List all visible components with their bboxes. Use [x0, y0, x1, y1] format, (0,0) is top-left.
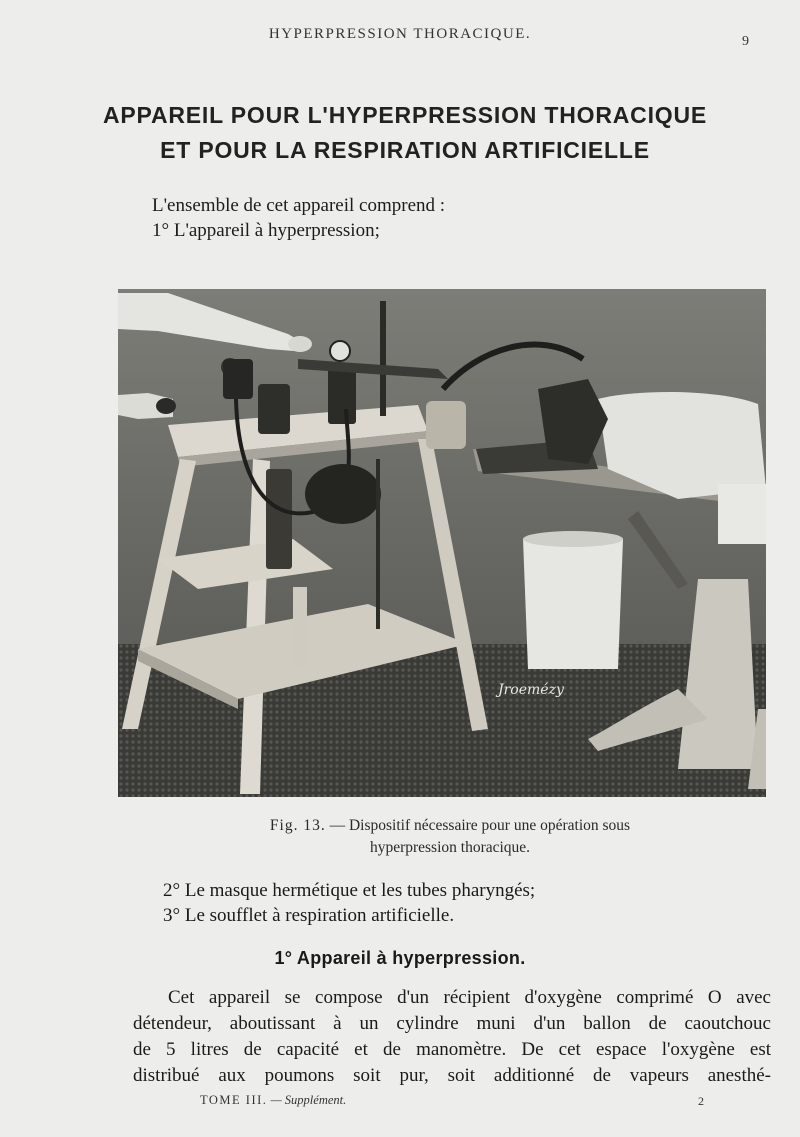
- footer-tome: TOME III.: [200, 1093, 268, 1107]
- photographer-signature: Jroemézy: [498, 682, 564, 698]
- main-title: [60, 98, 750, 168]
- body-line-2: détendeur, aboutissant à un cylindre muni d'un ballon de caoutchouc: [133, 1013, 771, 1034]
- page-number: 9: [742, 34, 749, 49]
- main-title-line-1: APPAREIL POUR L'HYPERPRESSION THORACIQUE: [102, 102, 708, 128]
- intro-line-1: L'ensemble de cet appareil comprend :: [152, 195, 446, 216]
- list-item-2: 2° Le masque hermétique et les tubes pharyngés;: [163, 880, 536, 901]
- body-line-4: distribué aux poumons soit pur, soit additionné de vapeurs anesthé-: [133, 1065, 771, 1086]
- intro-line-2: 1° L'appareil à hyperpression;: [152, 220, 380, 241]
- figure-caption-line-2: hyperpression thoracique.: [369, 839, 531, 856]
- figure-caption-line-1: [170, 817, 730, 835]
- main-title-line-2: ET POUR LA RESPIRATION ARTIFICIELLE: [160, 137, 650, 163]
- footer-supplement: — Supplément.: [270, 1093, 347, 1107]
- footer-signature-mark: 2: [698, 1094, 704, 1108]
- body-line-3: de 5 litres de capacité et de manomètre. De cet espace l'oxygène est: [133, 1039, 771, 1060]
- figure-label: Fig. 13.: [269, 817, 326, 834]
- figure-photograph: [118, 289, 766, 797]
- apparatus-photo-illustration: [118, 289, 766, 797]
- body-line-1: Cet appareil se compose d'un récipient d'oxygène comprimé O avec: [168, 987, 771, 1008]
- footer-volume: [200, 1093, 346, 1108]
- section-heading: 1° Appareil à hyperpression.: [274, 948, 526, 968]
- list-item-3: 3° Le soufflet à respiration artificielle.: [163, 905, 455, 926]
- figure-caption-text: — Dispositif nécessaire pour une opération sous: [329, 817, 631, 834]
- running-head: HYPERPRESSION THORACIQUE.: [268, 26, 532, 42]
